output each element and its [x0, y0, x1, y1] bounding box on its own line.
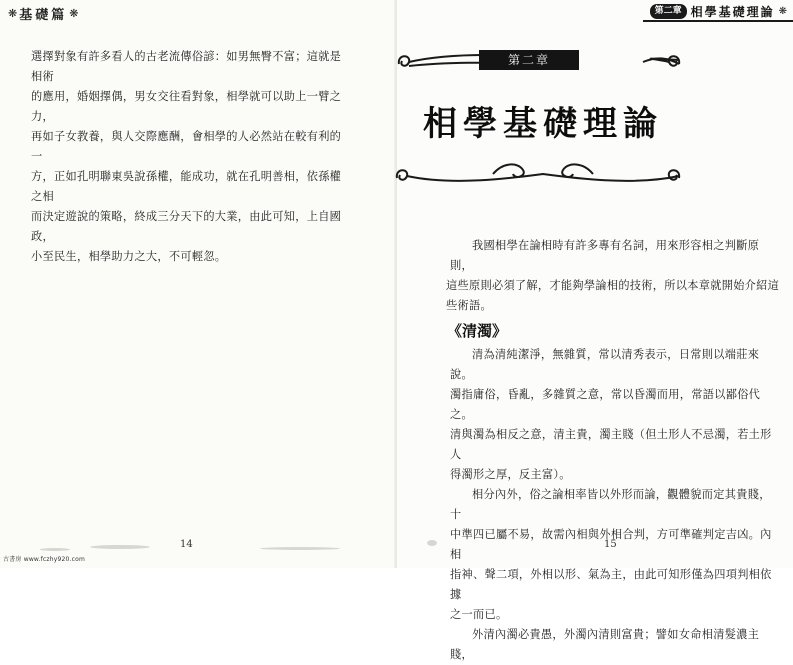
text-line: 中準四已屬不易，故需內相與外相合判，方可準確判定吉凶。內相 — [450, 528, 772, 561]
text-line: 選擇對象有許多看人的古老流傳俗諺：如男無臀不富；這就是相術 — [31, 50, 342, 83]
scan-speckle — [260, 547, 340, 550]
text-line: 清為清純潔淨，無雜質，常以清秀表示，日常則以端莊來說。 — [450, 348, 760, 381]
text-line: 之一而已。 — [450, 608, 508, 621]
text-line: 再如子女教養，與人交際應酬，會相學的人必然站在較有利的一 — [31, 130, 342, 163]
scan-speckle — [40, 548, 70, 551]
right-header-title: 相學基礎理論 — [690, 4, 775, 19]
text-line: 相分內外，俗之論相率皆以外形而論，觀體貌而定其貴賤，十 — [450, 488, 771, 521]
watermark: 古書房 www.fczhy920.com — [3, 556, 86, 563]
text-line: 這些原則必須了解，才能夠學論相的技術，所以本章就開始介紹這 — [446, 279, 780, 292]
text-line: 些術語。 — [446, 299, 492, 312]
text-line: 外清內濁必貴愚，外濁內清則富貴；譬如女命相清髮濃主賤， — [450, 628, 760, 661]
text-line: 小至民生，相學助力之大，不可輕忽。 — [31, 250, 227, 263]
left-header-title: 基礎篇 — [19, 7, 68, 23]
right-running-header — [650, 2, 787, 20]
chapter-banner — [423, 50, 693, 190]
section-body — [450, 345, 780, 665]
section-heading: 《清濁》 — [447, 322, 508, 340]
page-number-right: 15 — [604, 539, 617, 550]
text-line: 清與濁為相反之意，清主貴，濁主賤（但土形人不忌濁，若土形人 — [450, 428, 772, 461]
chapter-label: 第二章 — [479, 50, 579, 70]
text-line: 而決定遊說的策略，終成三分天下的大業，由此可知，上自國政， — [31, 210, 342, 243]
text-line: 我國相學在論相時有許多專有名詞，用來形容相之判斷原則， — [450, 239, 760, 272]
text-line: 指神、聲二項，外相以形、氣為主，由此可知形僅為四項判相依據 — [450, 568, 772, 601]
left-body-text — [31, 47, 351, 267]
right-page — [397, 0, 793, 661]
left-running-header — [8, 4, 78, 22]
scan-speckle — [90, 545, 150, 549]
left-ornament-icon: ❋ — [8, 6, 18, 20]
page-number-left: 14 — [180, 539, 193, 550]
text-line: 濁指庸俗，昏亂，多雜質之意，常以昏濁而用，常語以鄙俗代之。 — [450, 388, 761, 421]
text-line: 的應用，婚姻擇偶，男女交往看對象，相學就可以助上一臂之力， — [31, 90, 342, 123]
chapter-title: 相學基礎理論 — [423, 104, 663, 144]
right-ornament-icon: ❋ — [69, 6, 79, 20]
left-page — [0, 0, 396, 568]
text-line: 得濁形之厚，反主富）。 — [450, 468, 571, 481]
header-ornament-icon: ❋ — [778, 5, 787, 17]
chapter-chip: 第二章 — [650, 4, 687, 19]
scan-speckle — [427, 540, 437, 546]
text-line: 方，正如孔明聯東吳說孫權，能成功，就在孔明善相，依孫權之相 — [31, 170, 342, 203]
header-rule — [643, 20, 793, 22]
intro-paragraph — [446, 236, 780, 316]
